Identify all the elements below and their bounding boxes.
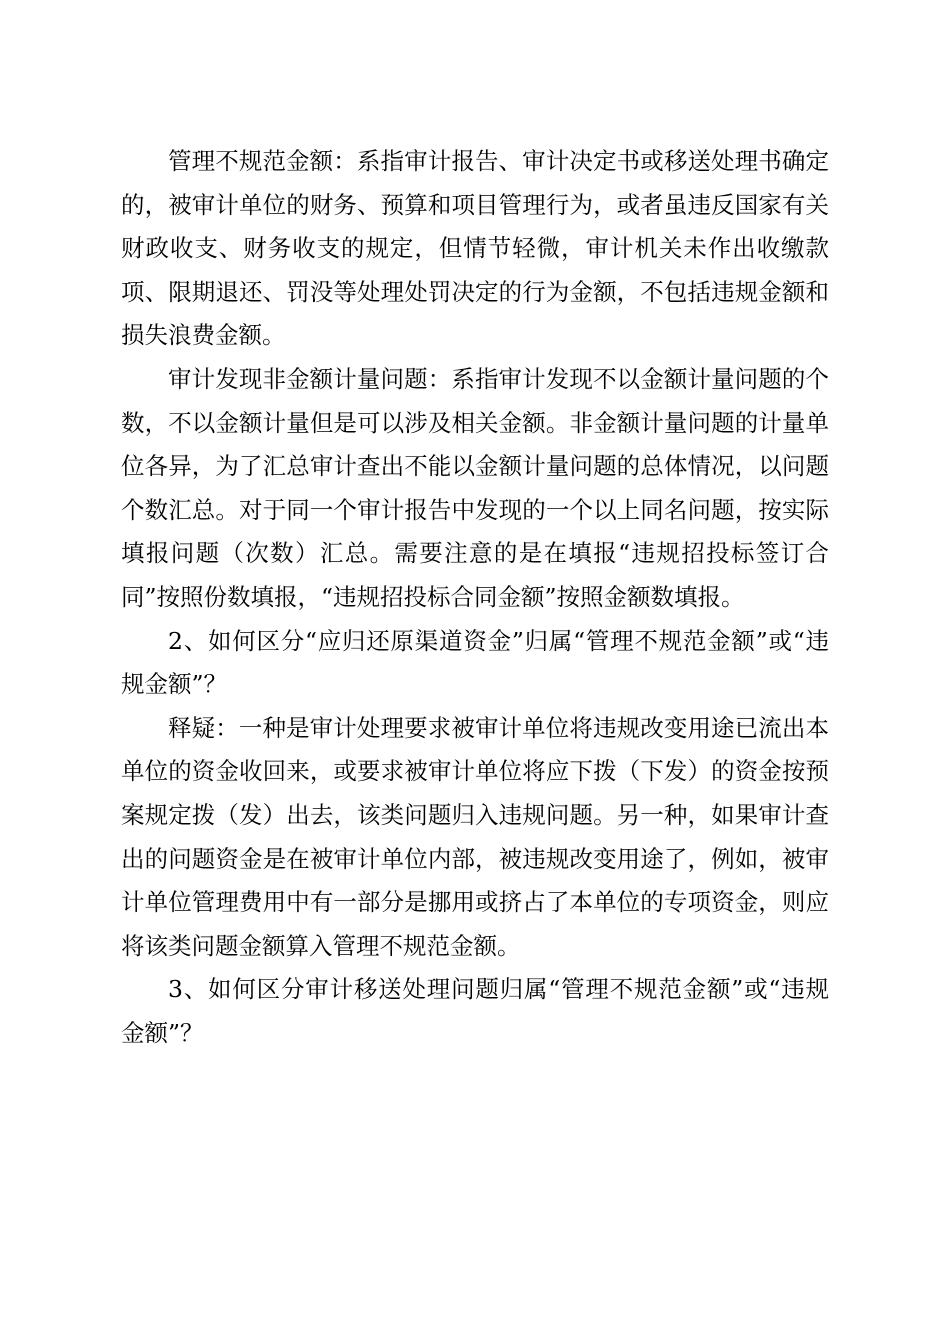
paragraph-definition-irregular-management-amount: 管理不规范金额：系指审计报告、审计决定书或移送处理书确定的，被审计单位的财务、预算和项目管理行为，或者虽违反国家有关财政收支、财务收支的规定，但情节轻微，审计机关未作出收缴款项、限期退还、罚没等处理处罚决定的行为金额，不包括违规金额和损失浪费金额。 bbox=[121, 147, 829, 350]
question-2-heading: 2、如何区分“应归还原渠道资金”归属“管理不规范金额”或“违规金额”？ bbox=[121, 626, 829, 699]
document-body bbox=[121, 140, 829, 1055]
question-3-heading: 3、如何区分审计移送处理问题归属“管理不规范金额”或“违规金额”？ bbox=[121, 975, 829, 1047]
answer-2-explanation: 释疑：一种是审计处理要求被审计单位将违规改变用途已流出本单位的资金收回来，或要求被审计单位将应下拨（下发）的资金按预案规定拨（发）出去，该类问题归入违规问题。另一种，如果审计查出的问题资金是在被审计单位内部，被违规改变用途了，例如，被审计单位管理费用中有一部分是挪用或挤占了本单位的专项资金，则应将该类问题金额算入管理不规范金额。 bbox=[121, 713, 829, 960]
paragraph-definition-non-monetary-issues: 审计发现非金额计量问题：系指审计发现不以金额计量问题的个数，不以金额计量但是可以涉及相关金额。非金额计量问题的计量单位各异，为了汇总审计查出不能以金额计量问题的总体情况，以问题个数汇总。对于同一个审计报告中发现的一个以上同名问题，按实际填报问题（次数）汇总。需要注意的是在填报“违规招投标签订合同”按照份数填报，“违规招投标合同金额”按照金额数填报。 bbox=[121, 364, 829, 611]
